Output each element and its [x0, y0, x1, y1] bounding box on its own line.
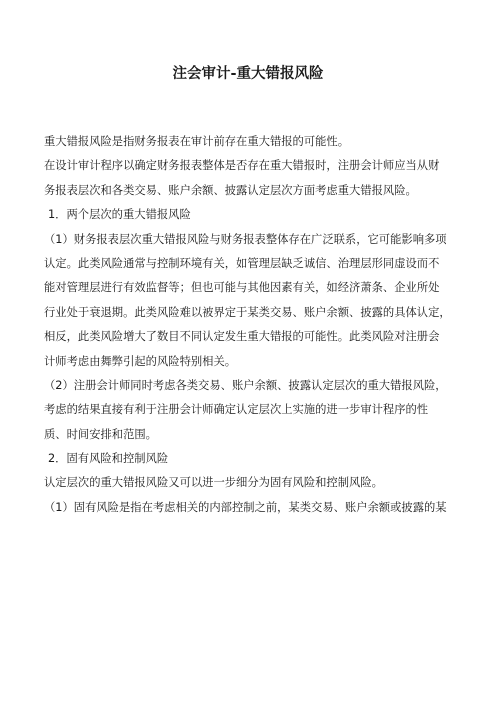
paragraph-line: （1）财务报表层次重大错报风险与财务报表整体存在广泛联系，它可能影响多项 — [44, 232, 447, 246]
paragraph-line: 在设计审计程序以确定财务报表整体是否存在重大错报时，注册会计师应当从财 — [44, 159, 440, 173]
paragraph-line: 行业处于衰退期。此类风险难以被界定于某类交易、账户余额、披露的具体认定， — [44, 305, 451, 319]
paragraph-line: （1）固有风险是指在考虑相关的内部控制之前，某类交易、账户余额或披露的某 — [44, 500, 447, 514]
paragraph-line: 计师考虑由舞弊引起的风险特别相关。 — [44, 354, 237, 368]
paragraph-line: 重大错报风险是指财务报表在审计前存在重大错报的可能性。 — [44, 135, 350, 148]
document-body — [44, 130, 456, 520]
page-title: 注会审计-重大错报风险 — [172, 66, 324, 82]
paragraph-line: 认定。此类风险通常与控制环境有关，如管理层缺乏诚信、治理层形同虚设而不 — [44, 256, 440, 270]
paragraph-line: 认定层次的重大错报风险又可以进一步细分为固有风险和控制风险。 — [44, 476, 383, 490]
section-heading: 1．两个层次的重大错报风险 — [48, 208, 191, 222]
paragraph-line: 务报表层次和各类交易、账户余额、披露认定层次方面考虑重大错报风险。 — [44, 183, 417, 197]
paragraph-line: 质、时间安排和范围。 — [44, 427, 157, 441]
paragraph-line: 能对管理层进行有效监督等；但也可能与其他因素有关，如经济萧条、企业所处 — [44, 281, 440, 295]
paragraph-line: 相反，此类风险增大了数目不同认定发生重大错报的可能性。此类风险对注册会 — [44, 330, 440, 344]
paragraph-line: 考虑的结果直接有利于注册会计师确定认定层次上实施的进一步审计程序的性 — [44, 403, 429, 417]
paragraph-line: （2）注册会计师同时考虑各类交易、账户余额、披露认定层次的重大错报风险， — [44, 378, 447, 392]
section-heading: 2．固有风险和控制风险 — [48, 452, 169, 466]
